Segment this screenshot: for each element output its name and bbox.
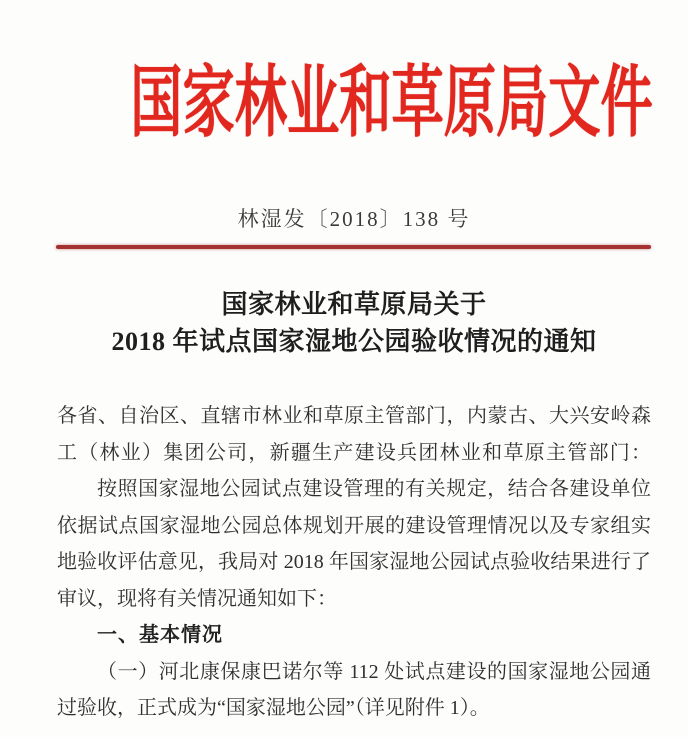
recipients-line: 各省、自治区、直辖市林业和草原主管部门，内蒙古、大兴安岭森工（林业）集团公司，新疆生产建设兵团林业和草原主管部门： bbox=[57, 405, 651, 464]
document-body bbox=[57, 398, 651, 727]
document-reference-number: 林湿发〔2018〕138 号 bbox=[237, 207, 471, 231]
section-1-heading: 一、基本情况 bbox=[97, 624, 223, 646]
document-title-line1: 国家林业和草原局关于 bbox=[221, 290, 487, 319]
document-title-line2: 2018 年试点国家湿地公园验收情况的通知 bbox=[111, 327, 597, 356]
document-title bbox=[20, 286, 688, 360]
body-paragraph-1: 按照国家湿地公园试点建设管理的有关规定，结合各建设单位依据试点国家湿地公园总体规划开展的建设管理情况以及专家组实地验收评估意见，我局对 2018 年国家湿地公园试点验收结果进行了审议，现将有关情况通知如下： bbox=[57, 478, 651, 610]
red-divider-rule bbox=[56, 245, 651, 249]
section-1-item-1: （一）河北康保康巴诺尔等 112 处试点建设的国家湿地公园通过验收，正式成为“国家湿地公园”（详见附件 1）。 bbox=[57, 660, 651, 719]
agency-banner-title: 国家林业和草原局文件 bbox=[130, 59, 653, 146]
